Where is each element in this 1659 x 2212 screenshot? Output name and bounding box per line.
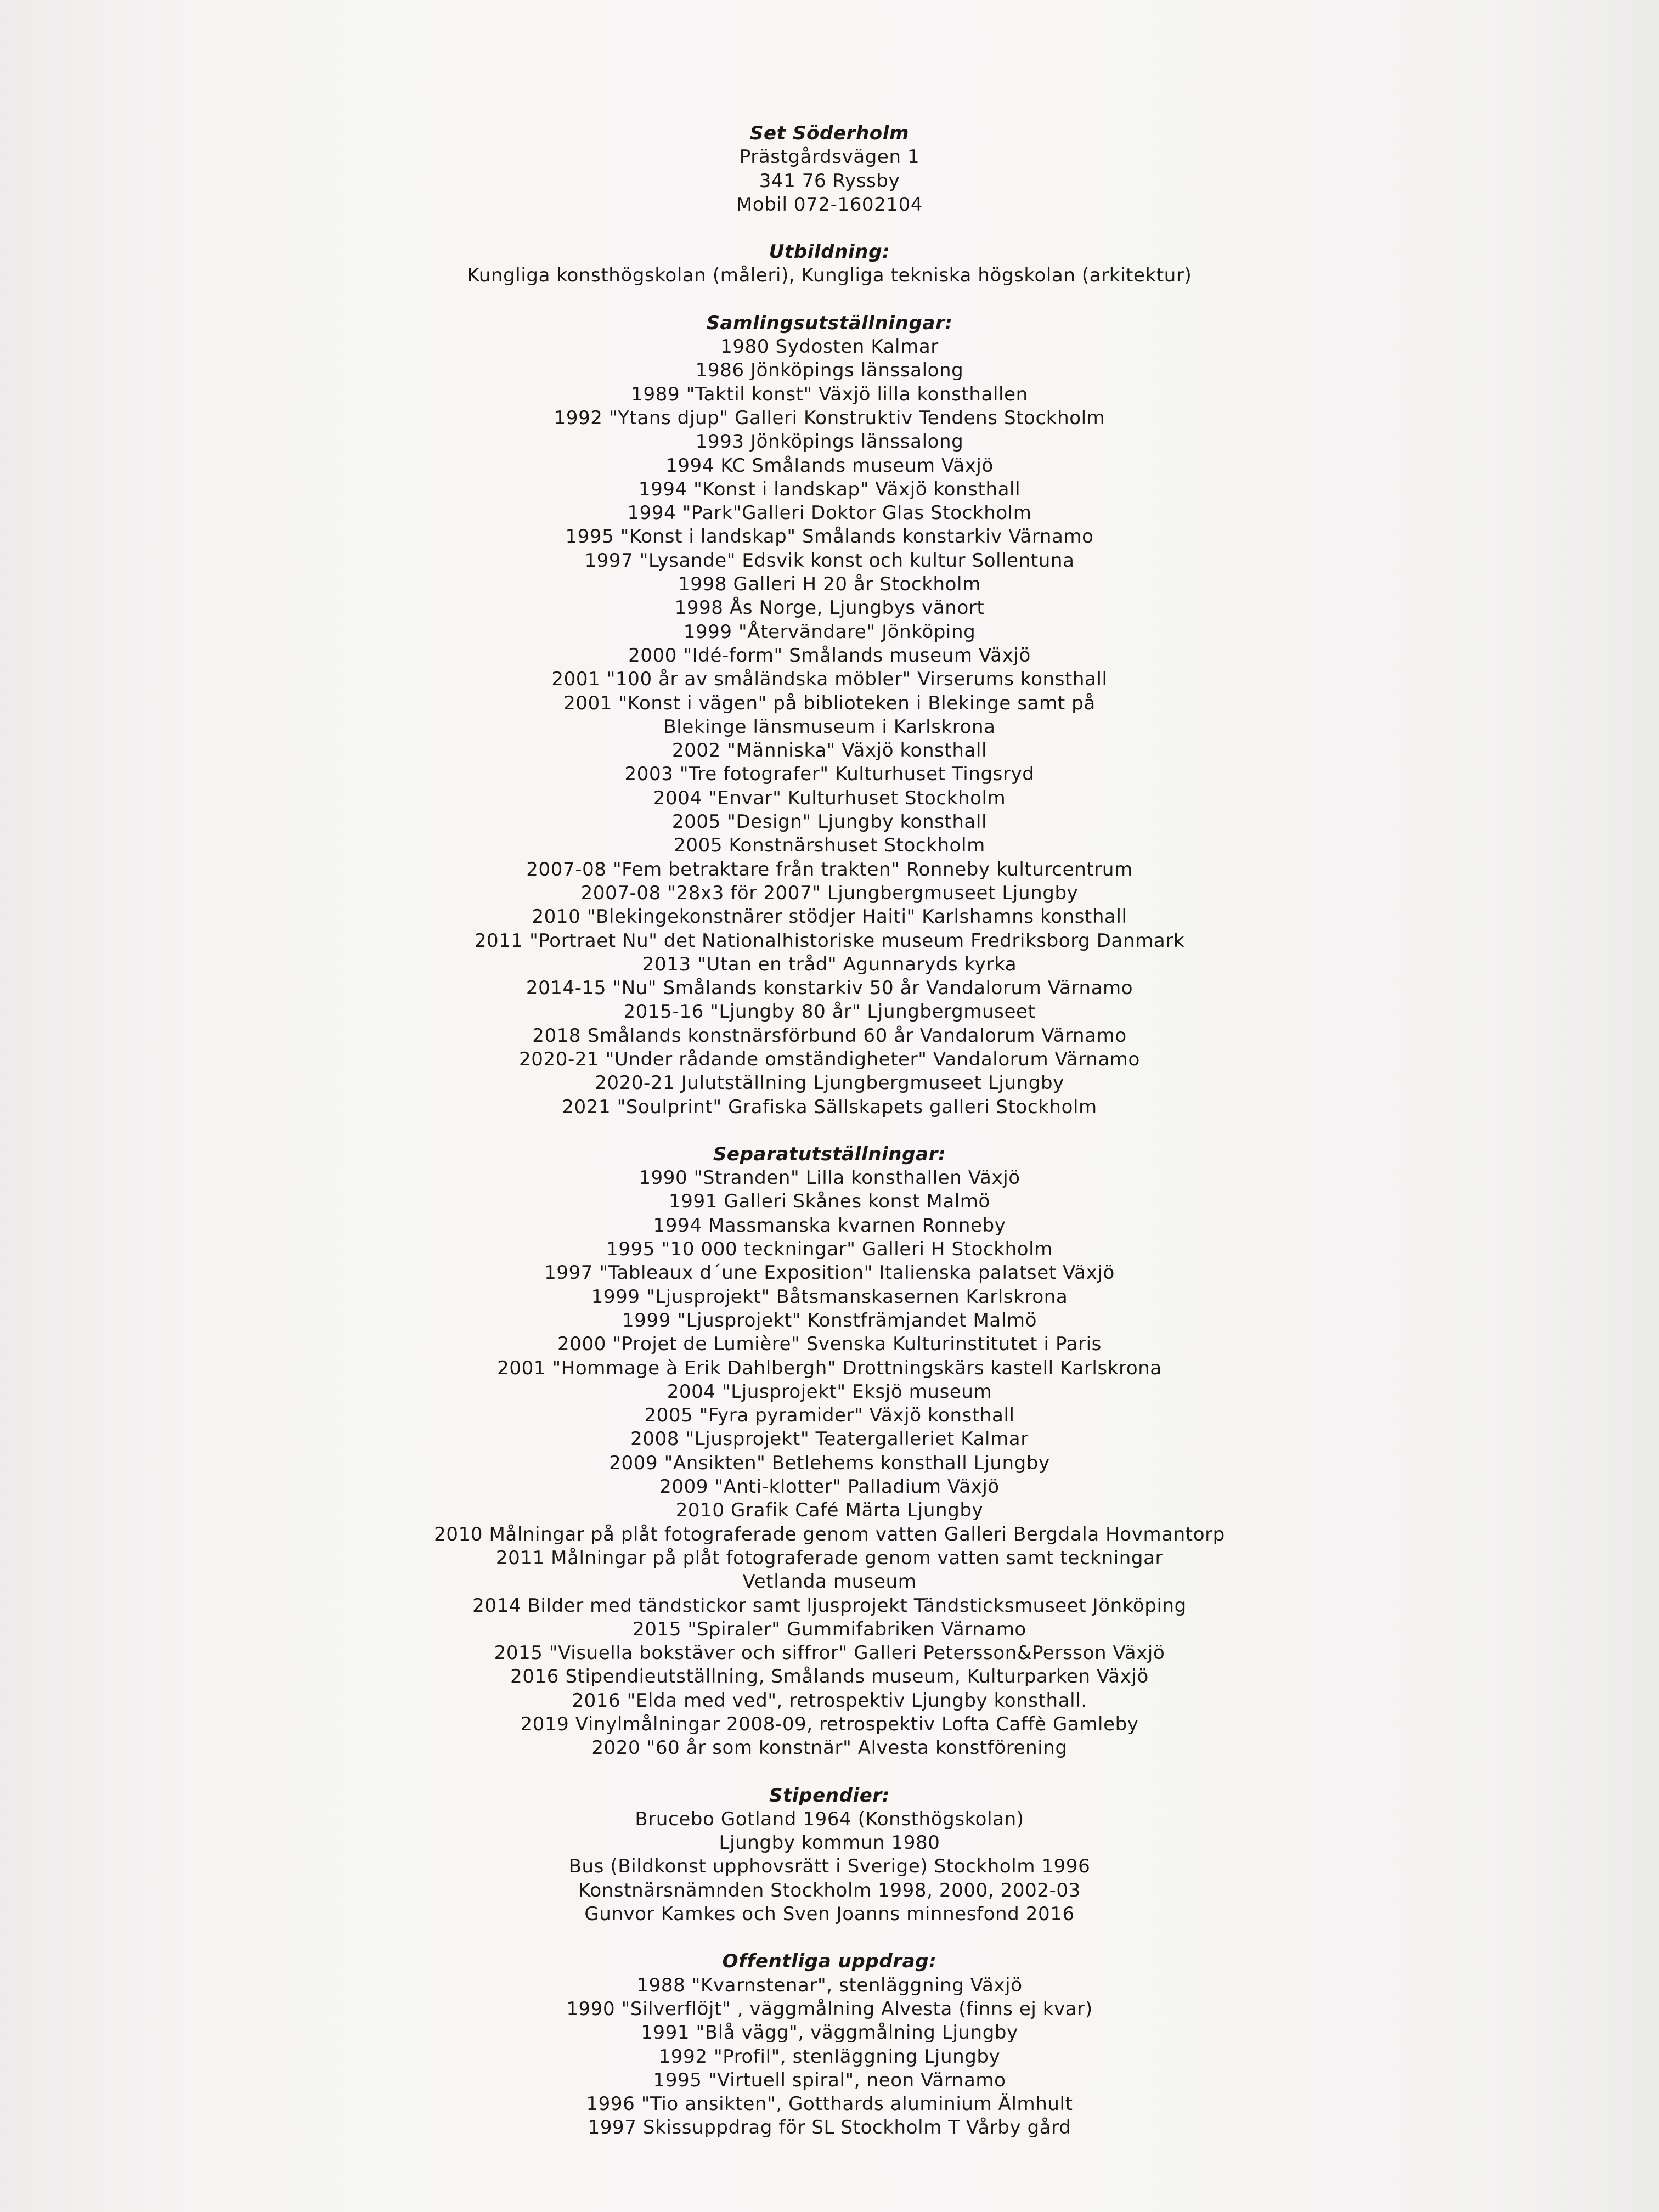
list-item: 1994 KC Smålands museum Växjö <box>665 454 994 477</box>
list-item: 2003 "Tre fotografer" Kulturhuset Tingsryd <box>624 763 1035 786</box>
list-item: Kungliga konsthögskolan (måleri), Kungliga tekniska högskolan (arkitektur) <box>467 264 1192 287</box>
list-item: 2000 "Idé-form" Smålands museum Växjö <box>628 644 1031 667</box>
list-item: 1993 Jönköpings länssalong <box>695 431 964 453</box>
list-item: 2014 Bilder med tändstickor samt ljusprojekt Tändsticksmuseet Jönköping <box>472 1594 1187 1617</box>
list-item: 2005 "Fyra pyramider" Växjö konsthall <box>644 1404 1015 1427</box>
list-item: 2014-15 "Nu" Smålands konstarkiv 50 år Vandalorum Värnamo <box>526 977 1133 1000</box>
list-item: 1997 "Lysande" Edsvik konst och kultur Sollentuna <box>584 549 1075 572</box>
list-item: 1997 Skissuppdrag för SL Stockholm T Vårby gård <box>588 2117 1071 2139</box>
list-item: 1995 "Virtuell spiral", neon Värnamo <box>653 2069 1006 2091</box>
list-item: 1992 "Profil", stenläggning Ljungby <box>658 2045 1001 2068</box>
list-item: 1991 "Blå vägg", väggmålning Ljungby <box>641 2022 1018 2044</box>
section-heading: Samlingsutställningar: <box>706 312 953 334</box>
solo-exhibitions-section <box>0 1143 1659 1760</box>
list-item: 2019 Vinylmålningar 2008-09, retrospektiv Lofta Caffè Gamleby <box>520 1713 1139 1735</box>
section-list <box>0 1974 1659 2140</box>
list-item: 1996 "Tio ansikten", Gotthards aluminium Älmhult <box>586 2093 1073 2115</box>
section-heading: Separatutställningar: <box>713 1143 946 1165</box>
list-item: 2010 Grafik Café Märta Ljungby <box>675 1499 984 1522</box>
section-heading: Stipendier: <box>769 1784 890 1807</box>
education-section <box>0 240 1659 288</box>
list-item: 2008 "Ljusprojekt" Teatergalleriet Kalmar <box>630 1428 1029 1451</box>
list-item: 1980 Sydosten Kalmar <box>720 336 939 358</box>
list-item: 2020-21 "Under rådande omständigheter" Vandalorum Värnamo <box>519 1048 1140 1070</box>
artist-name: Set Söderholm <box>749 122 910 144</box>
street-address: Prästgårdsvägen 1 <box>739 146 920 168</box>
list-item: 1994 Massmanska kvarnen Ronneby <box>653 1214 1006 1237</box>
cv-document <box>0 122 1659 2140</box>
list-item: 1990 "Stranden" Lilla konsthallen Växjö <box>639 1167 1020 1189</box>
list-item: Vetlanda museum <box>742 1571 917 1593</box>
section-list <box>0 264 1659 287</box>
list-item: Gunvor Kamkes och Sven Joanns minnesfond 2016 <box>584 1903 1075 1926</box>
list-item: 1999 "Ljusprojekt" Konstfrämjandet Malmö <box>622 1309 1037 1331</box>
list-item: 2004 "Envar" Kulturhuset Stockholm <box>653 787 1006 809</box>
list-item: 2005 Konstnärshuset Stockholm <box>674 834 985 857</box>
list-item: 2002 "Människa" Växjö konsthall <box>672 740 988 762</box>
list-item: 2001 "Hommage à Erik Dahlbergh" Drottningskärs kastell Karlskrona <box>497 1357 1162 1379</box>
contact-block <box>0 122 1659 217</box>
list-item: 1986 Jönköpings länssalong <box>695 359 964 382</box>
list-item: 2018 Smålands konstnärsförbund 60 år Vandalorum Värnamo <box>532 1024 1127 1047</box>
list-item: 1995 "10 000 teckningar" Galleri H Stockholm <box>606 1238 1053 1261</box>
list-item: 2010 "Blekingekonstnärer stödjer Haiti" Karlshamns konsthall <box>532 906 1127 928</box>
list-item: 1989 "Taktil konst" Växjö lilla konsthallen <box>631 383 1028 405</box>
list-item: Ljungby kommun 1980 <box>719 1832 940 1854</box>
list-item: 2013 "Utan en tråd" Agunnaryds kyrka <box>642 953 1017 975</box>
list-item: 1994 "Park"Galleri Doktor Glas Stockholm <box>627 502 1032 524</box>
list-item: 2015 "Visuella bokstäver och siffror" Galleri Petersson&Persson Växjö <box>494 1642 1165 1664</box>
group-exhibitions-section <box>0 312 1659 1119</box>
list-item: Brucebo Gotland 1964 (Konsthögskolan) <box>635 1808 1024 1830</box>
list-item: 2011 "Portraet Nu" det Nationalhistoriske museum Fredriksborg Danmark <box>474 929 1185 952</box>
list-item: 2020-21 Julutställning Ljungbergmuseet Ljungby <box>595 1072 1064 1094</box>
list-item: 2004 "Ljusprojekt" Eksjö museum <box>667 1380 992 1403</box>
postal-address: 341 76 Ryssby <box>759 170 900 192</box>
section-heading: Utbildning: <box>769 241 890 263</box>
list-item: Konstnärsnämnden Stockholm 1998, 2000, 2002-03 <box>578 1879 1081 1901</box>
section-list <box>0 335 1659 1119</box>
list-item: 1998 Ås Norge, Ljungbys vänort <box>674 597 985 619</box>
list-item: 1991 Galleri Skånes konst Malmö <box>669 1190 990 1213</box>
list-item: 2015-16 "Ljungby 80 år" Ljungbergmuseet <box>623 1001 1036 1023</box>
list-item: 2020 "60 år som konstnär" Alvesta konstförening <box>591 1737 1068 1759</box>
list-item: 2021 "Soulprint" Grafiska Sällskapets galleri Stockholm <box>562 1096 1097 1118</box>
section-list <box>0 1166 1659 1760</box>
list-item: 1999 "Återvändare" Jönköping <box>683 620 976 643</box>
list-item: 2015 "Spiraler" Gummifabriken Värnamo <box>633 1618 1026 1640</box>
grants-section <box>0 1784 1659 1927</box>
list-item: 2010 Målningar på plåt fotograferade genom vatten Galleri Bergdala Hovmantorp <box>434 1523 1225 1545</box>
list-item: 1995 "Konst i landskap" Smålands konstarkiv Värnamo <box>565 526 1094 548</box>
section-list <box>0 1808 1659 1926</box>
list-item: 1992 "Ytans djup" Galleri Konstruktiv Tendens Stockholm <box>554 407 1105 429</box>
list-item: 2016 Stipendieutställning, Smålands museum, Kulturparken Växjö <box>510 1666 1149 1688</box>
mobile-number: Mobil 072-1602104 <box>736 193 923 216</box>
list-item: 2011 Målningar på plåt fotograferade genom vatten samt teckningar <box>495 1547 1164 1569</box>
list-item: 2005 "Design" Ljungby konsthall <box>672 811 988 833</box>
list-item: 2001 "100 år av småländska möbler" Virserums konsthall <box>551 668 1108 691</box>
list-item: 1999 "Ljusprojekt" Båtsmanskasernen Karlskrona <box>591 1285 1068 1308</box>
list-item: 1994 "Konst i landskap" Växjö konsthall <box>638 478 1021 500</box>
list-item: 2009 "Ansikten" Betlehems konsthall Ljungby <box>609 1452 1050 1474</box>
list-item: Bus (Bildkonst upphovsrätt i Sverige) Stockholm 1996 <box>568 1855 1091 1878</box>
list-item: 2001 "Konst i vägen" på biblioteken i Blekinge samt på <box>563 692 1096 714</box>
list-item: 2007-08 "Fem betraktare från trakten" Ronneby kulturcentrum <box>526 858 1133 881</box>
list-item: 1997 "Tableaux d´une Exposition" Italienska palatset Växjö <box>544 1262 1115 1284</box>
public-commissions-section <box>0 1950 1659 2140</box>
list-item: 1990 "Silverflöjt" , väggmålning Alvesta (finns ej kvar) <box>566 1997 1093 2020</box>
list-item: 1998 Galleri H 20 år Stockholm <box>678 573 981 596</box>
list-item: 2009 "Anti-klotter" Palladium Växjö <box>659 1476 1000 1498</box>
list-item: Blekinge länsmuseum i Karlskrona <box>663 715 996 738</box>
list-item: 2007-08 "28x3 för 2007" Ljungbergmuseet Ljungby <box>580 882 1079 904</box>
list-item: 2000 "Projet de Lumière" Svenska Kulturinstitutet i Paris <box>557 1333 1102 1356</box>
section-heading: Offentliga uppdrag: <box>722 1950 937 1973</box>
list-item: 1988 "Kvarnstenar", stenläggning Växjö <box>636 1974 1023 1996</box>
list-item: 2016 "Elda med ved", retrospektiv Ljungby konsthall. <box>572 1689 1087 1712</box>
